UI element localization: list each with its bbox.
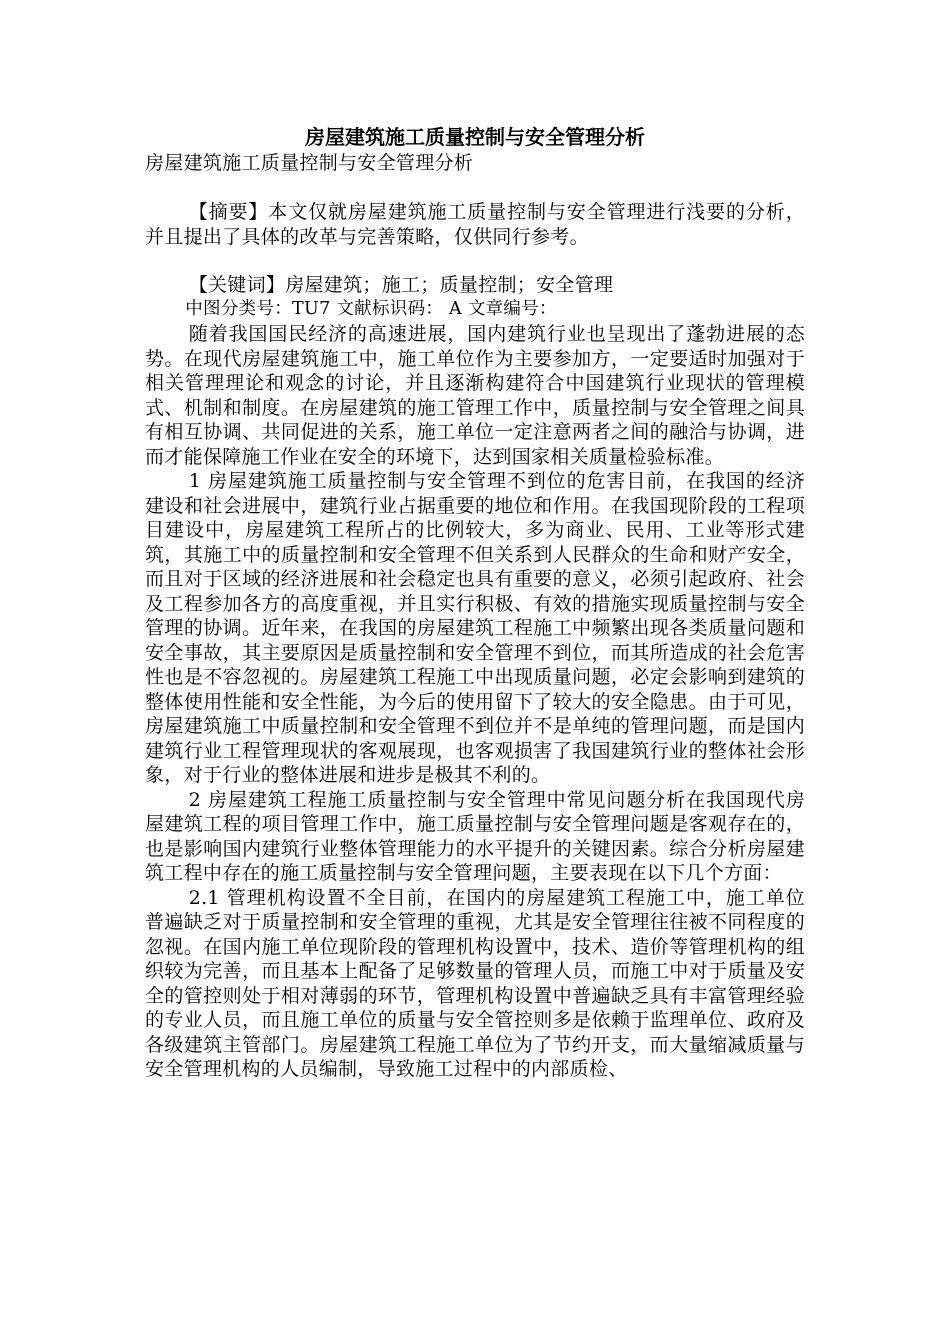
abstract-paragraph: 【摘要】本文仅就房屋建筑施工质量控制与安全管理进行浅要的分析，并且提出了具体的改革与完善策略，仅供同行参考。 [145,201,805,248]
body-paragraph-section-1: 1 房屋建筑施工质量控制与安全管理不到位的危害目前，在我国的经济建设和社会进展中，建筑行业占据重要的地位和作用。在我国现阶段的工程项目建设中，房屋建筑工程所占的比例较大，多为商业、民用、工业等形式建筑，其施工中的质量控制和安全管理不但关系到人民群众的生命和财产安全，而且对于区域的经济进展和社会稳定也具有重要的意义，必须引起政府、社会及工程参加各方的高度重视，并且实行积极、有效的措施实现质量控制与安全管理的协调。近年来，在我国的房屋建筑工程施工中频繁出现各类质量问题和安全事故，其主要原因是质量控制和安全管理不到位，而其所造成的社会危害性也是不容忽视的。房屋建筑工程施工中出现质量问题，必定会影响到建筑的整体使用性能和安全性能，为今后的使用留下了较大的安全隐患。由于可见，房屋建筑施工中质量控制和安全管理不到位并不是单纯的管理问题，而是国内建筑行业工程管理现状的客观展现，也客观损害了我国建筑行业的整体社会形象，对于行业的整体进展和进步是极其不利的。 [145,470,805,786]
document-title: 房屋建筑施工质量控制与安全管理分析 [305,125,645,149]
body-paragraph-intro: 随着我国国民经济的高速进展，国内建筑行业也呈现出了蓬勃进展的态势。在现代房屋建筑施工中，施工单位作为主要参加方，一定要适时加强对于相关管理理论和观念的讨论，并且逐渐构建符合中国建筑行业现状的管理模式、机制和制度。在房屋建筑的施工管理工作中，质量控制与安全管理之间具有相互协调、共同促进的关系，施工单位一定注意两者之间的融洽与协调，进而才能保障施工作业在安全的环境下，达到国家相关质量检验标准。 [145,323,805,468]
keywords-line: 【关键词】房屋建筑；施工；质量控制；安全管理 [188,274,614,296]
classification-line: 中图分类号：TU7 文献标识码： A 文章编号： [185,299,557,319]
body-paragraph-section-2-1: 2.1 管理机构设置不全目前，在国内的房屋建筑工程施工中，施工单位普遍缺乏对于质量控制和安全管理的重视，尤其是安全管理往往被不同程度的忽视。在国内施工单位现阶段的管理机构设置中，技术、造价等管理机构的组织较为完善，而且基本上配备了足够数量的管理人员，而施工中对于质量及安全的管控则处于相对薄弱的环节，管理机构设置中普遍缺乏具有丰富管理经验的专业人员，而且施工单位的质量与安全管控则多是依赖于监理单位、政府及各级建筑主管部门。房屋建筑工程施工单位为了节约开支，而大量缩减质量与安全管理机构的人员编制，导致施工过程中的内部质检、 [145,886,805,1080]
body-paragraph-section-2: 2 房屋建筑工程施工质量控制与安全管理中常见问题分析在我国现代房屋建筑工程的项目管理工作中，施工质量控制与安全管理问题是客观存在的，也是影响国内建筑行业整体管理能力的水平提升的关键因素。综合分析房屋建筑工程中存在的施工质量控制与安全管理问题，主要表现在以下几个方面： [145,788,805,884]
document-subtitle: 房屋建筑施工质量控制与安全管理分析 [145,152,474,174]
body-paragraphs [145,322,805,1082]
